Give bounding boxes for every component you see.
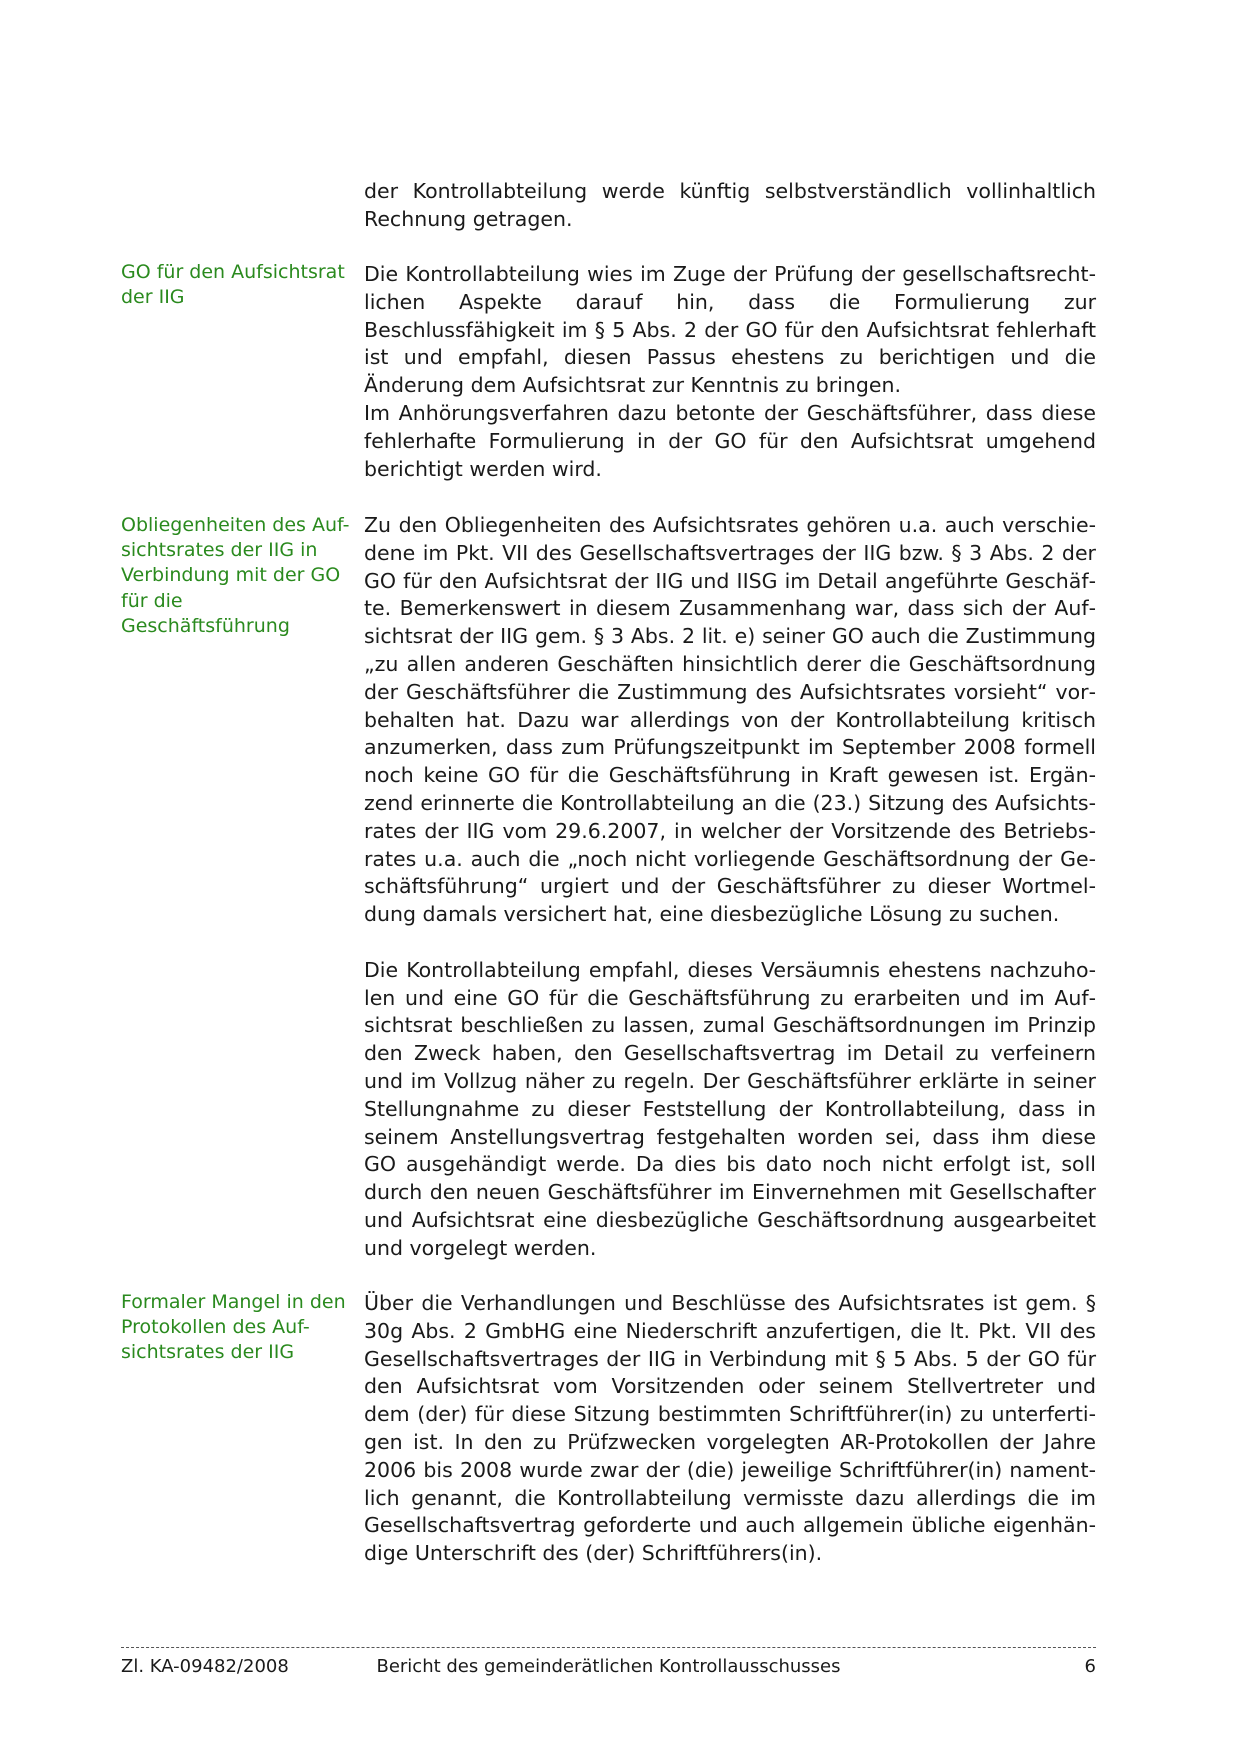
margin-note-go-aufsichtsrat: GO für den Aufsichtsrat der IIG — [121, 261, 345, 309]
page-number: 6 — [1084, 1656, 1096, 1677]
body-section-continuation — [364, 178, 1096, 234]
paragraph: Im Anhörungsverfahren dazu betonte der Geschäftsführer, dass diese fehlerhafte Formulierung in der GO für den Aufsichtsrat umgehend berichtigt werden wird. — [364, 400, 1096, 481]
footer-reference: Zl. KA-09482/2008 — [121, 1656, 289, 1677]
margin-note-obliegenheiten: Obliegenheiten des Auf- sichtsrates der IIG in Verbindung mit der GO für die Geschäftsführung — [121, 514, 350, 637]
body-section-go-aufsichtsrat — [364, 261, 1096, 483]
footer-title: Bericht des gemeinderätlichen Kontrollausschusses — [376, 1656, 841, 1677]
paragraph: Die Kontrollabteilung wies im Zuge der Prüfung der gesellschaftsrechtlichen Aspekte darauf hin, dass die Formulierung zur Beschlussfähigkeit im § 5 Abs. 2 der GO für den Aufsichtsrat fehlerhaft ist und empfahl, diesen Passus ehestens zu berichtigen und die Änderung dem Aufsichtsrat zur Kenntnis zu bringen. — [364, 262, 1096, 398]
paragraph: Über die Verhandlungen und Beschlüsse des Aufsichtsrates ist gem. § 30g Abs. 2 GmbHG eine Niederschrift anzufertigen, die lt. Pkt. VII des Gesellschaftsvertrages der IIG in Verbindung mit § 5 Abs. 5 der GO für den Aufsichtsrat vom Vorsitzenden oder seinem Stellvertreter und dem (der) für diese Sitzung bestimmten Schriftführer(in) zu unterfertigen ist. In den zu Prüfzwecken vorgelegten AR-Protokollen der Jahre 2006 bis 2008 wurde zwar der (die) jeweilige Schriftführer(in) namentlich genannt, die Kontrollabteilung vermisste dazu allerdings die im Gesellschaftsvertrag geforderte und auch allgemein übliche eigenhändige Unterschrift des (der) Schriftführers(in). — [364, 1291, 1096, 1566]
body-section-formaler-mangel — [364, 1290, 1096, 1568]
footer-divider — [121, 1647, 1096, 1648]
paragraph: der Kontrollabteilung werde künftig selbstverständlich vollinhaltlich Rechnung getragen. — [364, 179, 1096, 231]
page-footer — [121, 1655, 1096, 1679]
margin-note-formaler-mangel: Formaler Mangel in den Protokollen des Auf- sichtsrates der IIG — [121, 1291, 346, 1364]
paragraph: Zu den Obliegenheiten des Aufsichtsrates gehören u.a. auch verschiedene im Pkt. VII des Gesellschaftsvertrages der IIG bzw. § 3 Abs. 2 der GO für den Aufsichtsrat der IIG und IISG im Detail angeführte Geschäfte. Bemerkenswert in diesem Zusammenhang war, dass sich der Aufsichtsrat der IIG gem. § 3 Abs. 2 lit. e) seiner GO auch die Zustimmung „zu allen anderen Geschäften hinsichtlich derer die Geschäftsordnung der Geschäftsführer die Zustimmung des Aufsichtsrates vorsieht“ vorbehalten hat. Dazu war allerdings von der Kontrollabteilung kritisch anzumerken, dass zum Prüfungszeitpunkt im September 2008 formell noch keine GO für die Geschäftsführung in Kraft gewesen ist. Ergänzend erinnerte die Kontrollabteilung an die (23.) Sitzung des Aufsichtsrates der IIG vom 29.6.2007, in welcher der Vorsitzende des Betriebsrates u.a. auch die „noch nicht vorliegende Geschäftsordnung der Geschäftsführung“ urgiert und der Geschäftsführer zu dieser Wortmeldung damals versichert hat, eine diesbezügliche Lösung zu suchen. — [364, 513, 1096, 927]
paragraph: Die Kontrollabteilung empfahl, dieses Versäumnis ehestens nachzuholen und eine GO für die Geschäftsführung zu erarbeiten und im Aufsichtsrat beschließen zu lassen, zumal Geschäftsordnungen im Prinzip den Zweck haben, den Gesellschaftsvertrag im Detail zu verfeinern und im Vollzug näher zu regeln. Der Geschäftsführer erklärte in seiner Stellungnahme zu dieser Feststellung der Kontrollabteilung, dass in seinem Anstellungsvertrag festgehalten worden sei, dass ihm diese GO ausgehändigt werde. Da dies bis dato noch nicht erfolgt ist, soll durch den neuen Geschäftsführer im Einvernehmen mit Gesellschafter und Aufsichtsrat eine diesbezügliche Geschäftsordnung ausgearbeitet und vorgelegt werden. — [364, 957, 1096, 1260]
paragraph-gap — [364, 929, 1096, 957]
body-section-obliegenheiten — [364, 512, 1096, 1263]
